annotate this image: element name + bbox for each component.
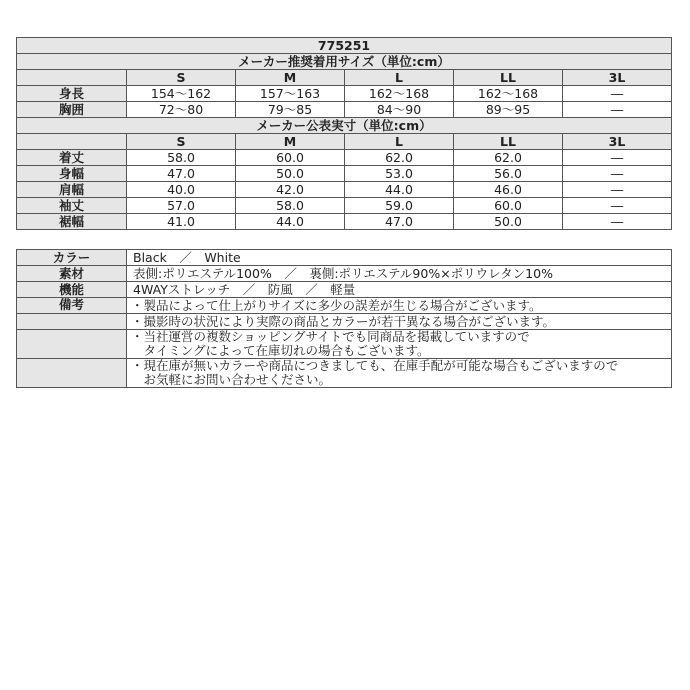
table-cell: 40.0	[127, 182, 236, 198]
recommended-size-title: メーカー推奨着用サイズ（単位:cm）	[17, 54, 672, 70]
spec-row-material	[17, 266, 672, 282]
table-cell: 162～168	[345, 86, 454, 102]
table-cell: 50.0	[454, 214, 563, 230]
table-cell: 154～162	[127, 86, 236, 102]
notes-row	[17, 330, 672, 359]
note-line: ・現在庫が無いカラーや商品につきましても、在庫手配が可能な場合もございますので	[131, 358, 619, 373]
material-value: 表側:ポリエステル100% ／ 裏側:ポリエステル90%×ポリウレタン10%	[127, 266, 672, 282]
table-cell: 50.0	[236, 166, 345, 182]
row-label: 身長	[17, 86, 127, 102]
table-cell: 84～90	[345, 102, 454, 118]
notes-item	[127, 298, 672, 314]
material-label: 素材	[17, 266, 127, 282]
notes-row	[17, 359, 672, 388]
table-cell: ―	[563, 182, 672, 198]
size-header: 3L	[563, 70, 672, 86]
spec-row-function	[17, 282, 672, 298]
table-row	[17, 102, 672, 118]
notes-item	[127, 330, 672, 359]
notes-item	[127, 314, 672, 330]
spec-row-color	[17, 250, 672, 266]
actual-size-title: メーカー公表実寸（単位:cm）	[17, 118, 672, 134]
table-cell: 42.0	[236, 182, 345, 198]
notes-label-spacer	[17, 330, 127, 359]
notes-item	[127, 359, 672, 388]
table-cell: 53.0	[345, 166, 454, 182]
notes-row	[17, 314, 672, 330]
table-cell: 56.0	[454, 166, 563, 182]
note-line: ・当社運営の複数ショッピングサイトでも同商品を掲載していますので	[131, 329, 530, 344]
table-row	[17, 214, 672, 230]
function-label: 機能	[17, 282, 127, 298]
corner-cell	[17, 70, 127, 86]
table-row	[17, 86, 672, 102]
size-header: S	[127, 134, 236, 150]
table-cell: ―	[563, 86, 672, 102]
size-header: LL	[454, 134, 563, 150]
table-cell: 58.0	[127, 150, 236, 166]
row-label: 胸囲	[17, 102, 127, 118]
table-row	[17, 166, 672, 182]
size-header: 3L	[563, 134, 672, 150]
size-header: M	[236, 134, 345, 150]
table-cell: 44.0	[345, 182, 454, 198]
table-cell: 58.0	[236, 198, 345, 214]
size-header: L	[345, 70, 454, 86]
table-row	[17, 150, 672, 166]
table-cell: 44.0	[236, 214, 345, 230]
recommended-size-table	[16, 37, 672, 118]
table-cell: 47.0	[345, 214, 454, 230]
table-cell: 157～163	[236, 86, 345, 102]
note-line: ・撮影時の状況により実際の商品とカラーが若干異なる場合がございます。	[131, 313, 556, 329]
size-header-row	[17, 134, 672, 150]
table-cell: 162～168	[454, 86, 563, 102]
table-row	[17, 198, 672, 214]
color-value: Black ／ White	[127, 250, 672, 266]
table-cell: ―	[563, 102, 672, 118]
size-header-row	[17, 70, 672, 86]
notes-label-spacer	[17, 359, 127, 388]
notes-row	[17, 298, 672, 314]
row-label: 身幅	[17, 166, 127, 182]
note-line: ・製品によって仕上がりサイズに多少の誤差が生じる場合がございます。	[131, 297, 542, 313]
table-cell: 59.0	[345, 198, 454, 214]
actual-size-table	[16, 117, 672, 230]
row-label: 肩幅	[17, 182, 127, 198]
table-cell: 57.0	[127, 198, 236, 214]
table-cell: 60.0	[454, 198, 563, 214]
spec-table	[16, 249, 672, 388]
size-header: M	[236, 70, 345, 86]
table-row	[17, 182, 672, 198]
table-cell: 60.0	[236, 150, 345, 166]
size-header: L	[345, 134, 454, 150]
size-header: S	[127, 70, 236, 86]
table-cell: 46.0	[454, 182, 563, 198]
notes-label-spacer	[17, 314, 127, 330]
table-cell: 79～85	[236, 102, 345, 118]
notes-label: 備考	[17, 298, 127, 314]
table-cell: ―	[563, 166, 672, 182]
note-line: お気軽にお問い合わせください。	[131, 372, 332, 387]
table-cell: 72～80	[127, 102, 236, 118]
note-line: タイミングによって在庫切れの場合もございます。	[131, 343, 430, 358]
table-cell: 41.0	[127, 214, 236, 230]
table-cell: ―	[563, 150, 672, 166]
row-label: 袖丈	[17, 198, 127, 214]
function-value: 4WAYストレッチ ／ 防風 ／ 軽量	[127, 282, 672, 298]
table-cell: 89～95	[454, 102, 563, 118]
table-cell: 47.0	[127, 166, 236, 182]
table-cell: ―	[563, 198, 672, 214]
corner-cell	[17, 134, 127, 150]
row-label: 着丈	[17, 150, 127, 166]
row-label: 裾幅	[17, 214, 127, 230]
product-code: 775251	[17, 38, 672, 54]
color-label: カラー	[17, 250, 127, 266]
table-cell: ―	[563, 214, 672, 230]
table-cell: 62.0	[454, 150, 563, 166]
table-cell: 62.0	[345, 150, 454, 166]
size-header: LL	[454, 70, 563, 86]
